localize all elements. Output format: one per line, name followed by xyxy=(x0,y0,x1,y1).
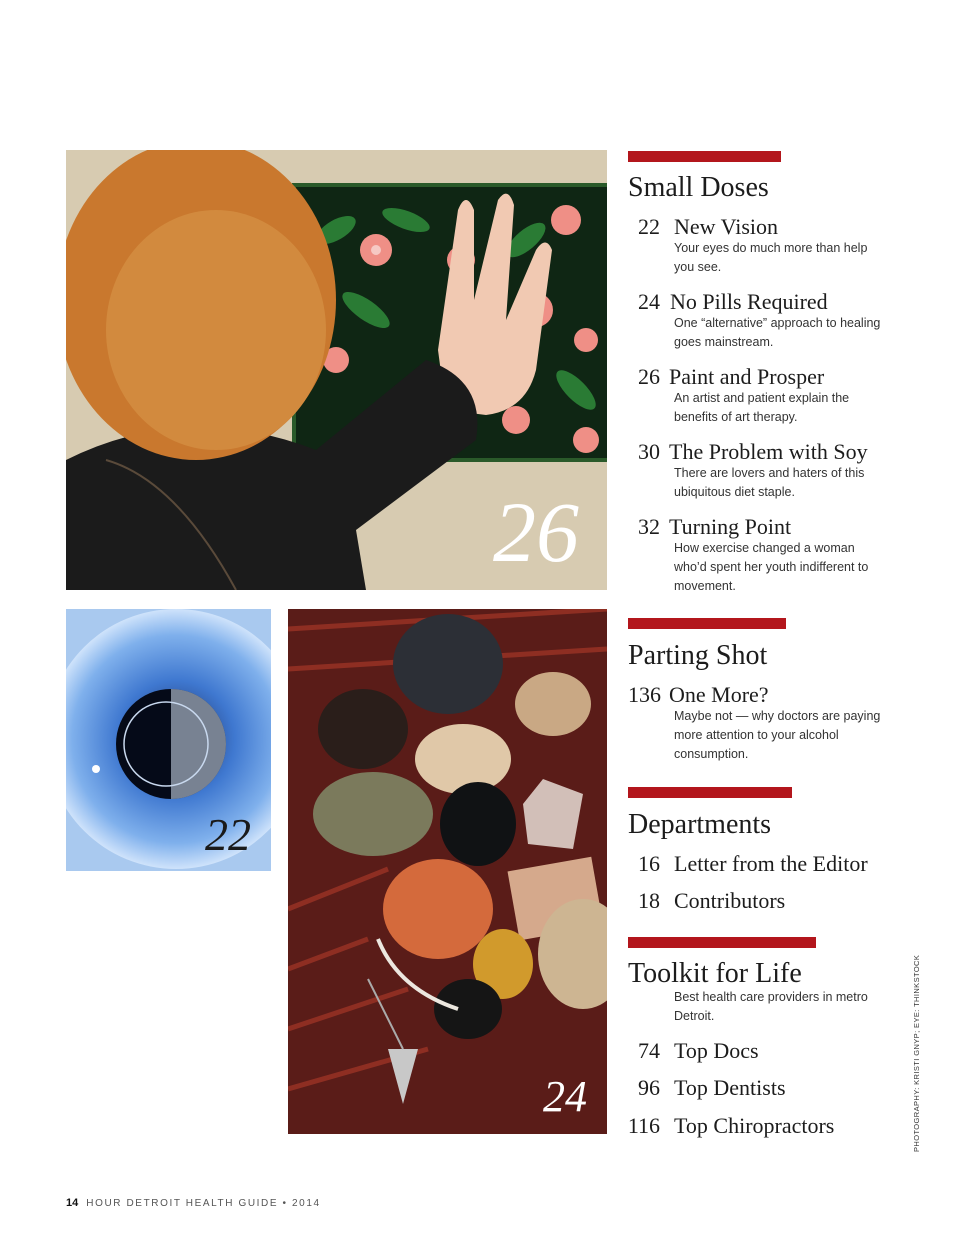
art-therapy-photo xyxy=(66,150,607,590)
entry-title-letter-from-the-editor[interactable]: Letter from the Editor xyxy=(674,851,868,876)
entry-page-number: 18 xyxy=(638,888,660,913)
publication-name: HOUR DETROIT HEALTH GUIDE xyxy=(86,1198,279,1209)
section-title-parting-shot: Parting Shot xyxy=(628,640,768,671)
section-bar xyxy=(628,151,781,162)
entry-page-number: 26 xyxy=(638,364,660,389)
entry-page-number: 22 xyxy=(638,214,660,239)
entry-description: One “alternative” approach to healing goes mainstream. xyxy=(674,316,881,349)
section-bar xyxy=(628,787,792,798)
page-footer xyxy=(66,1197,321,1209)
section-description: Best health care providers in metro Detroit. xyxy=(674,990,868,1023)
entry-page-number: 24 xyxy=(638,289,660,314)
photo-credit: PHOTOGRAPHY: KRISTI GNYP; EYE: THINKSTOCK xyxy=(912,954,921,1152)
section-bar xyxy=(628,618,786,629)
entry-page-number: 136 xyxy=(628,682,661,707)
photo-page-number: 24 xyxy=(543,1072,587,1121)
entry-description: Your eyes do much more than help you see. xyxy=(674,241,868,274)
stones-illustration xyxy=(288,609,607,1134)
eye-photo xyxy=(66,609,271,871)
entry-page-number: 32 xyxy=(638,514,660,539)
section-bar xyxy=(628,937,816,948)
entry-title-top-docs[interactable]: Top Docs xyxy=(674,1038,759,1063)
footer-year: 2014 xyxy=(292,1198,321,1209)
entry-description: There are lovers and haters of this ubiquitous diet staple. xyxy=(674,466,865,499)
entry-title-top-chiropractors[interactable]: Top Chiropractors xyxy=(674,1113,835,1138)
section-title-toolkit-for-life: Toolkit for Life xyxy=(628,958,802,989)
section-title-departments: Departments xyxy=(628,809,772,840)
entry-title-one-more[interactable]: One More? xyxy=(669,682,769,707)
entry-description: An artist and patient explain the benefits of art therapy. xyxy=(674,391,850,424)
section-title-small-doses: Small Doses xyxy=(628,172,769,203)
page-number: 14 xyxy=(66,1197,79,1209)
entry-page-number: 74 xyxy=(638,1038,660,1063)
entry-title-no-pills-required[interactable]: No Pills Required xyxy=(670,289,828,314)
entry-title-turning-point[interactable]: Turning Point xyxy=(669,514,792,539)
entry-description: Maybe not — why doctors are paying more attention to your alcohol consumption. xyxy=(674,709,881,761)
entry-title-contributors[interactable]: Contributors xyxy=(674,888,786,913)
entry-title-new-vision[interactable]: New Vision xyxy=(674,214,778,239)
photo-page-number: 26 xyxy=(493,484,579,580)
entry-description: How exercise changed a woman who’d spent her youth indifferent to movement. xyxy=(674,541,869,593)
entry-title-paint-and-prosper[interactable]: Paint and Prosper xyxy=(669,364,825,389)
entry-page-number: 30 xyxy=(638,439,660,464)
photo-page-number: 22 xyxy=(205,809,251,860)
entry-page-number: 96 xyxy=(638,1075,660,1100)
entry-page-number: 116 xyxy=(627,1113,660,1138)
entry-page-number: 16 xyxy=(638,851,660,876)
entry-title-top-dentists[interactable]: Top Dentists xyxy=(674,1075,786,1100)
stones-photo xyxy=(288,609,607,1134)
footer-separator: • xyxy=(282,1198,288,1209)
entry-title-the-problem-with-soy[interactable]: The Problem with Soy xyxy=(669,439,868,464)
